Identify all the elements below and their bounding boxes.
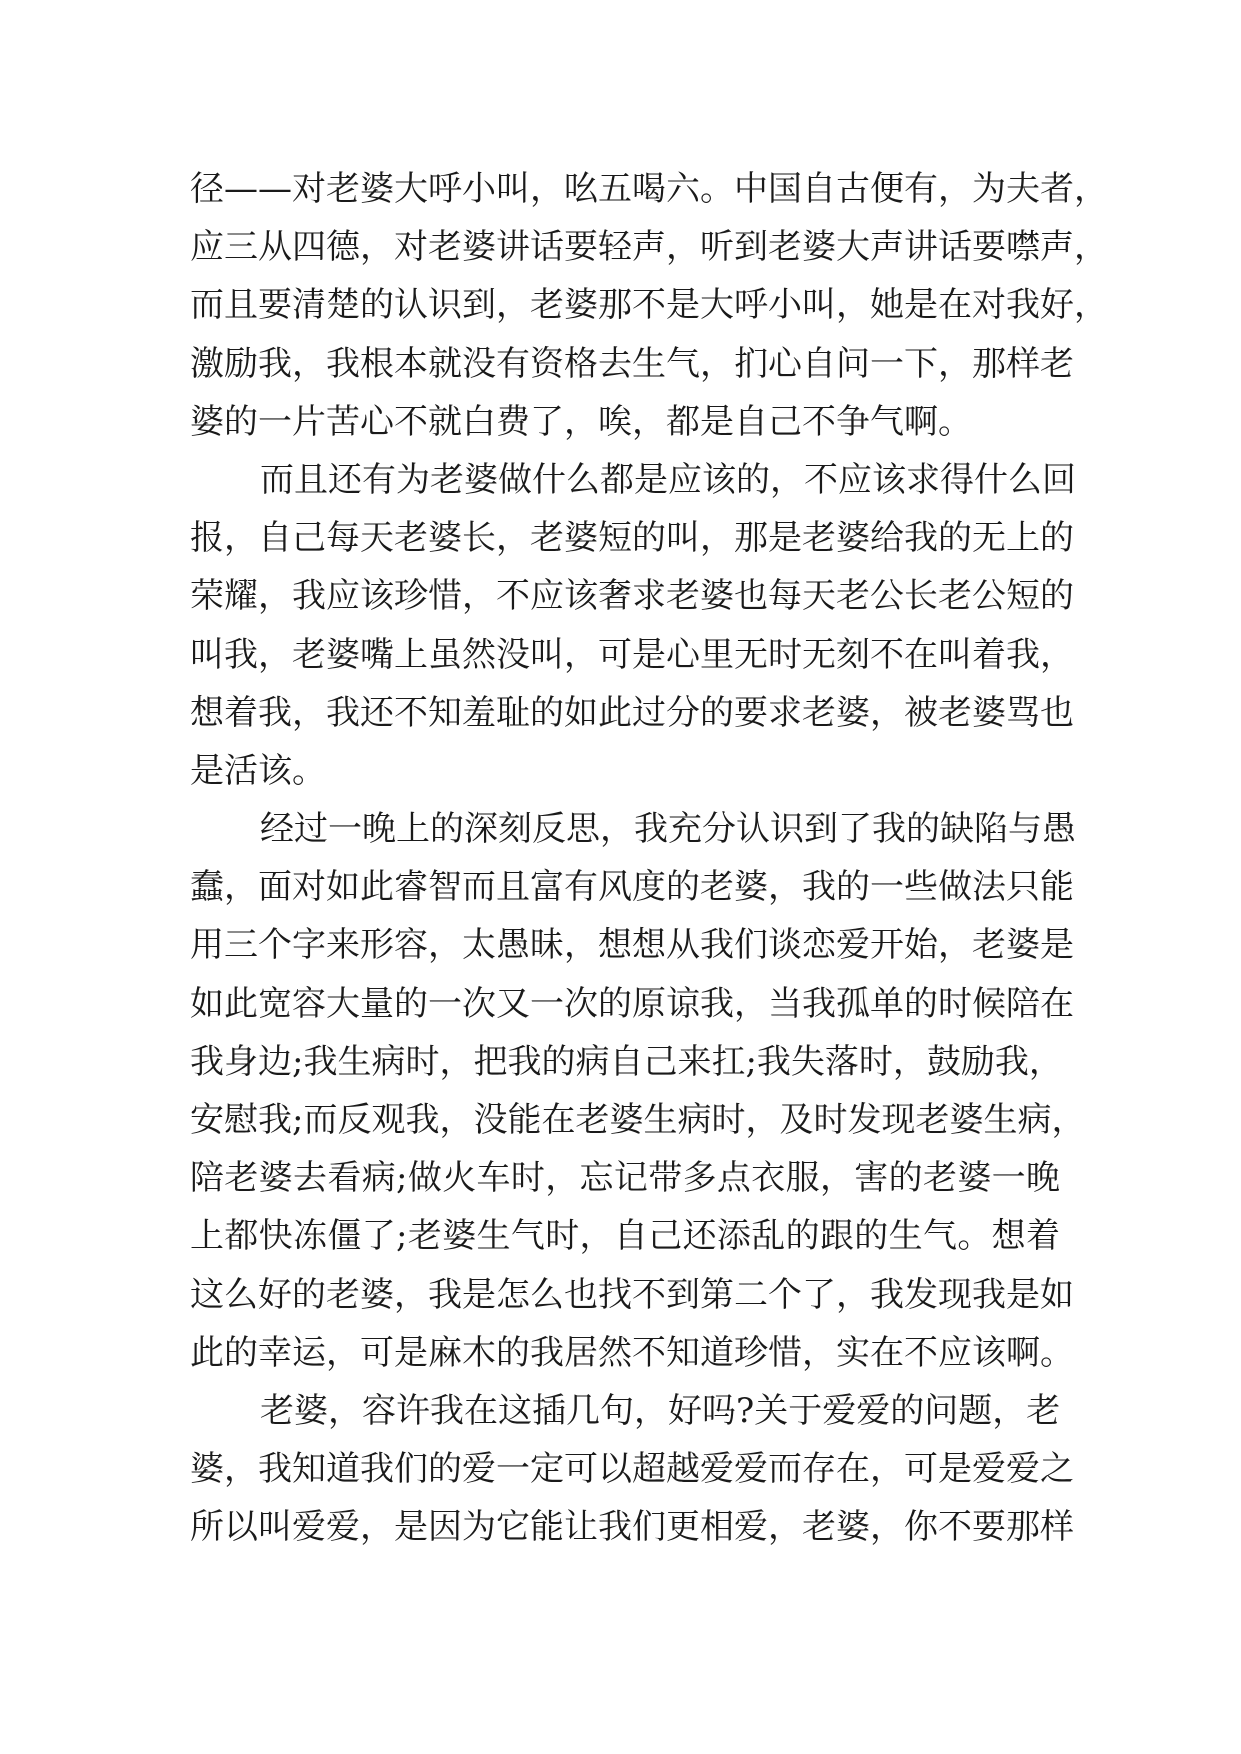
text-line: 经过一晚上的深刻反思，我充分认识到了我的缺陷与愚 bbox=[260, 809, 1076, 850]
text-line: 我身边;我生病时，把我的病自己来扛;我失落时，鼓励我， bbox=[190, 1041, 1063, 1082]
text-line: 婆，我知道我们的爱一定可以超越爱爱而存在，可是爱爱之 bbox=[190, 1449, 1074, 1490]
text-line: 如此宽容大量的一次又一次的原谅我，当我孤单的时候陪在 bbox=[190, 983, 1074, 1024]
paragraph bbox=[190, 451, 1076, 800]
text-line: 蠢，面对如此睿智而且富有风度的老婆，我的一些做法只能 bbox=[190, 867, 1074, 908]
paragraph bbox=[190, 160, 1108, 451]
text-line: 此的幸运，可是麻木的我居然不知道珍惜，实在不应该啊。 bbox=[190, 1332, 1074, 1373]
text-line: 是活该。 bbox=[190, 750, 326, 791]
text-line: 径——对老婆大呼小叫，吆五喝六。中国自古便有，为夫者， bbox=[190, 169, 1108, 209]
text-line: 陪老婆去看病;做火车时，忘记带多点衣服，害的老婆一晚 bbox=[190, 1158, 1061, 1199]
text-line: 报，自己每天老婆长，老婆短的叫，那是老婆给我的无上的 bbox=[190, 518, 1074, 559]
text-line: 而且要清楚的认识到，老婆那不是大呼小叫，她是在对我好， bbox=[190, 285, 1108, 326]
text-line: 而且还有为老婆做什么都是应该的，不应该求得什么回 bbox=[260, 459, 1076, 500]
text-line: 老婆，容许我在这插几句，好吗?关于爱爱的问题，老 bbox=[260, 1390, 1061, 1431]
text-line: 所以叫爱爱，是因为它能让我们更相爱，老婆，你不要那样 bbox=[190, 1507, 1074, 1548]
text-line: 想着我，我还不知羞耻的如此过分的要求老婆，被老婆骂也 bbox=[190, 692, 1074, 733]
text-line: 这么好的老婆，我是怎么也找不到第二个了，我发现我是如 bbox=[190, 1274, 1074, 1315]
document-body bbox=[190, 160, 1108, 1557]
text-line: 安慰我;而反观我，没能在老婆生病时，及时发现老婆生病， bbox=[190, 1100, 1086, 1140]
text-line: 婆的一片苦心不就白费了，唉，都是自己不争气啊。 bbox=[190, 401, 972, 442]
text-line: 叫我，老婆嘴上虽然没叫，可是心里无时无刻不在叫着我， bbox=[190, 634, 1074, 675]
paragraph bbox=[190, 1382, 1074, 1557]
text-line: 应三从四德，对老婆讲话要轻声，听到老婆大声讲话要噤声， bbox=[190, 227, 1108, 268]
text-line: 上都快冻僵了;老婆生气时，自己还添乱的跟的生气。想着 bbox=[190, 1216, 1061, 1257]
text-line: 荣耀，我应该珍惜，不应该奢求老婆也每天老公长老公短的 bbox=[190, 576, 1074, 617]
paragraph bbox=[190, 800, 1086, 1382]
text-line: 激励我，我根本就没有资格去生气，扪心自问一下，那样老 bbox=[190, 343, 1074, 384]
text-line: 用三个字来形容，太愚昧，想想从我们谈恋爱开始，老婆是 bbox=[190, 925, 1074, 966]
